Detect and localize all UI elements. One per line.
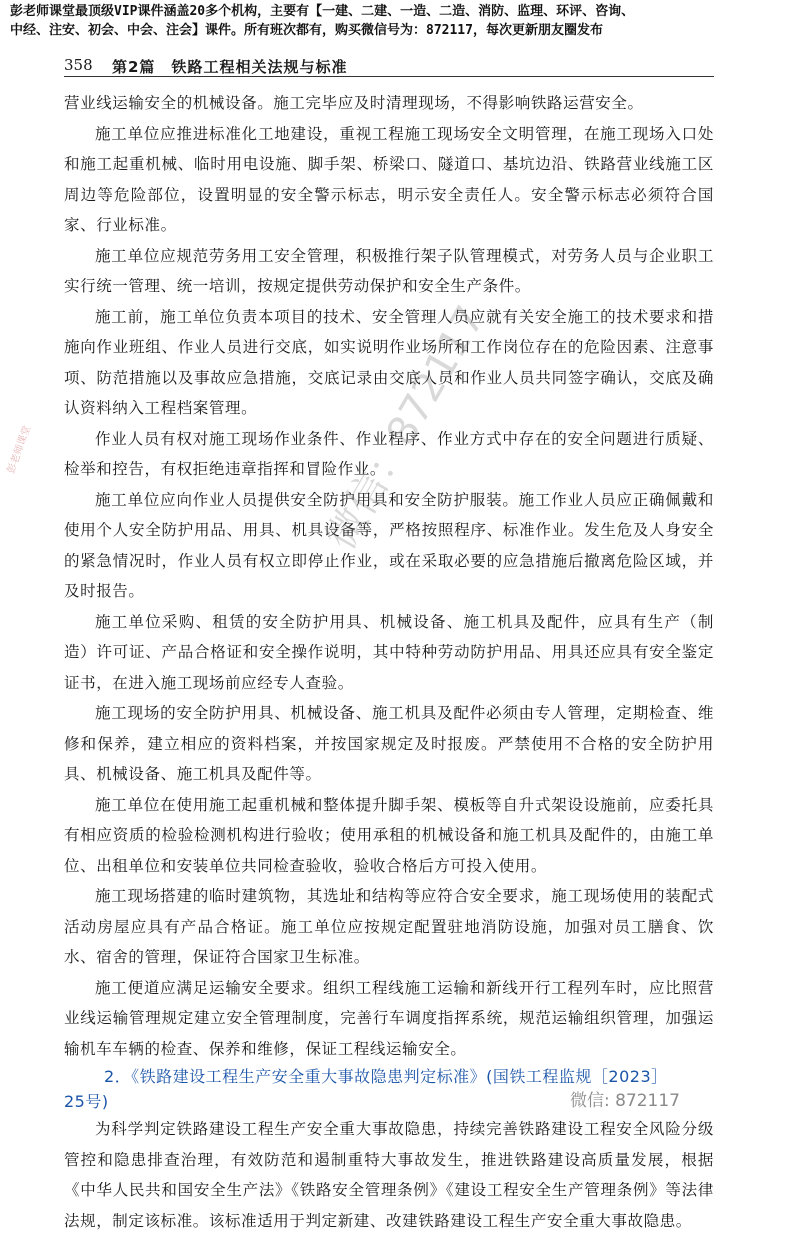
- paragraph: 施工单位在使用施工起重机械和整体提升脚手架、模板等自升式架设设施前，应委托具有相应资质的检验检测机构进行验收；使用承租的机械设备和施工机具及配件的，由施工单位、出租单位和安装单位共同检查验收，验收合格后方可投入使用。: [64, 795, 714, 875]
- subheading-line-1: 2．《铁路建设工程生产安全重大事故隐患判定标准》(国铁工程监规［2023］: [104, 1067, 668, 1086]
- paragraph: 施工单位应推进标准化工地建设，重视工程施工现场安全文明管理，在施工现场入口处和施工起重机械、临时用电设施、脚手架、桥梁口、隧道口、基坑边沿、铁路营业线施工区周边等危险部位，设置明显的安全警示标志，明示安全责任人。安全警示标志必须符合国家、行业标准。: [64, 124, 714, 234]
- promo-banner: [10, 2, 795, 40]
- subheading-line-2: 25号): [64, 1092, 109, 1111]
- page-body: [64, 88, 714, 1236]
- closing-paragraph: 为科学判定铁路建设工程生产安全重大事故隐患，持续完善铁路建设工程安全风险分级管控和隐患排查治理，有效防范和遏制重特大事故发生，推进铁路建设高质量发展，根据《中华人民共和国安全生产法》《铁路安全管理条例》《建设工程安全生产管理条例》等法律法规，制定该标准。该标准适用于判定新建、改建铁路建设工程生产安全重大事故隐患。: [64, 1120, 714, 1230]
- paragraph: 施工单位应规范劳务用工安全管理，积极推行架子队管理模式，对劳务人员与企业职工实行统一管理、统一培训，按规定提供劳动保护和安全生产条件。: [64, 246, 714, 295]
- section-title: 第2篇 铁路工程相关法规与标准: [112, 58, 348, 76]
- promo-banner-line-1: 彭老师课堂最顶级VIP课件涵盖20多个机构，主要有【一建、二建、一造、二造、消防、监理、环评、咨询、: [10, 4, 635, 19]
- center-watermark: 微信：872117: [317, 298, 494, 558]
- paragraph: 作业人员有权对施工现场作业条件、作业程序、作业方式中存在的安全问题进行质疑、检举和控告，有权拒绝违章指挥和冒险作业。: [64, 429, 714, 478]
- page-number: 358: [64, 56, 93, 74]
- paragraph: 施工现场搭建的临时建筑物，其选址和结构等应符合安全要求，施工现场使用的装配式活动房屋应具有产品合格证。施工单位应按规定配置驻地消防设施，加强对员工膳食、饮水、宿舍的管理，保证符合国家卫生标准。: [64, 887, 714, 966]
- paragraph: 施工单位应向作业人员提供安全防护用具和安全防护服装。施工作业人员应正确佩戴和使用个人安全防护用品、用具、机具设备等，严格按照程序、标准作业。发生危及人身安全的紧急情况时，作业人员有权立即停止作业，或在采取必要的应急措施后撤离危险区域，并及时报告。: [64, 490, 714, 600]
- running-header: [64, 54, 714, 77]
- left-edge-watermark: 彭老师课堂: [5, 424, 34, 476]
- paragraph: 施工现场的安全防护用具、机械设备、施工机具及配件必须由专人管理，定期检查、维修和保养，建立相应的资料档案，并按国家规定及时报废。严禁使用不合格的安全防护用具、机械设备、施工机具及配件等。: [64, 704, 714, 783]
- footer-watermark: 微信: 872117: [569, 1091, 680, 1111]
- paragraph: 施工便道应满足运输安全要求。组织工程线施工运输和新线开行工程列车时，应比照营业线运输管理规定建立安全管理制度，完善行车调度指挥系统，规范运输组织管理，加强运输机车车辆的检查、保养和维修，保证工程线运输安全。: [64, 978, 714, 1058]
- promo-banner-line-2: 中经、注安、初会、中会、注会】课件。所有班次都有，购买微信号为：872117，每次更新朋友圈发布: [10, 23, 603, 38]
- paragraph-continued: 营业线运输安全的机械设备。施工完毕应及时清理现场，不得影响铁路运营安全。: [64, 94, 644, 112]
- paragraph: 施工单位采购、租赁的安全防护用具、机械设备、施工机具及配件，应具有生产（制造）许可证、产品合格证和安全操作说明，其中特种劳动防护用品、用具还应具有安全鉴定证书，在进入施工现场前应经专人查验。: [64, 612, 714, 692]
- paragraph: 施工前，施工单位负责本项目的技术、安全管理人员应就有关安全施工的技术要求和措施向作业班组、作业人员进行交底，如实说明作业场所和工作岗位存在的危险因素、注意事项、防范措施以及事故应急措施，交底记录由交底人员和作业人员共同签字确认，交底及确认资料纳入工程档案管理。: [64, 307, 714, 417]
